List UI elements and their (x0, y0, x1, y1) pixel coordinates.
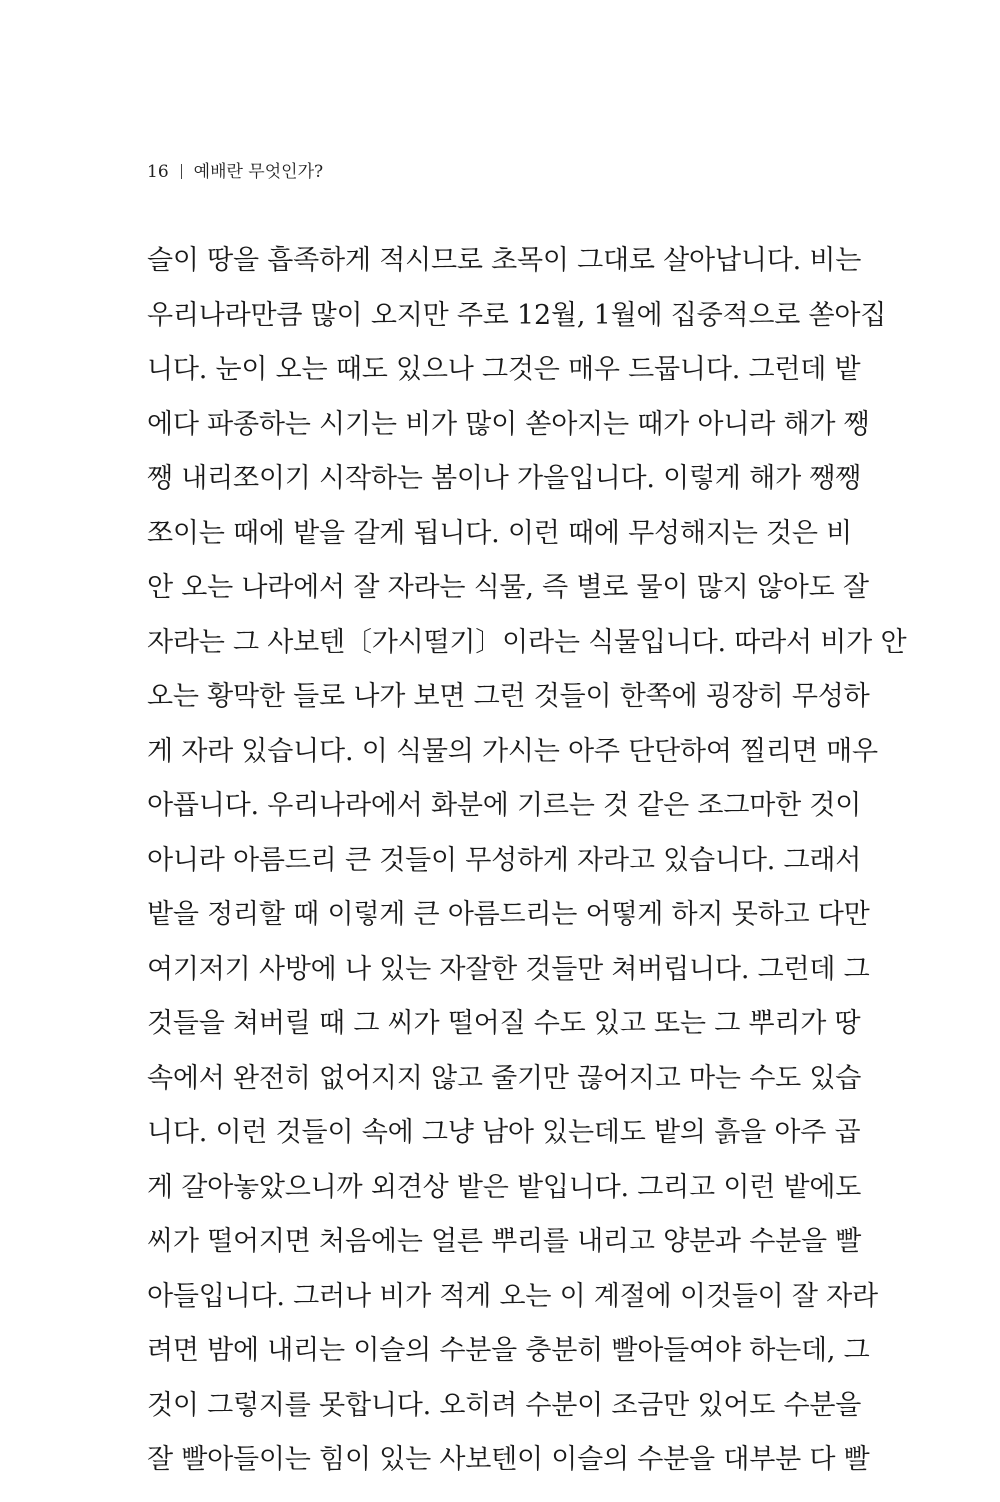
text-line: 속에서 완전히 없어지지 않고 줄기만 끊어지고 마는 수도 있습 (147, 1062, 862, 1094)
header-separator (181, 164, 182, 179)
text-line: 것이 그렇지를 못합니다. 오히려 수분이 조금만 있어도 수분을 (147, 1389, 862, 1421)
text-line: 아들입니다. 그러나 비가 적게 오는 이 계절에 이것들이 잘 자라 (147, 1280, 878, 1312)
text-line: 자라는 그 사보텐〔가시떨기〕이라는 식물입니다. 따라서 비가 안 (147, 626, 907, 658)
chapter-title: 예배란 무엇인가? (193, 162, 324, 182)
text-line: 것들을 쳐버릴 때 그 씨가 떨어질 수도 있고 또는 그 뿌리가 땅 (147, 1008, 861, 1039)
text-line: 씨가 떨어지면 처음에는 얼른 뿌리를 내리고 양분과 수분을 빨 (147, 1226, 862, 1257)
page-number: 16 (147, 162, 169, 182)
text-line: 쪼이는 때에 밭을 갈게 됩니다. 이런 때에 무성해지는 것은 비 (147, 517, 852, 549)
text-line: 안 오는 나라에서 잘 자라는 식물, 즉 별로 물이 많지 않아도 잘 (147, 572, 869, 603)
text-line: 게 자라 있습니다. 이 식물의 가시는 아주 단단하여 찔리면 매우 (147, 735, 878, 767)
text-line: 우리나라만큼 많이 오지만 주로 12월, 1월에 집중적으로 쏟아집 (147, 299, 887, 331)
text-line: 아니라 아름드리 큰 것들이 무성하게 자라고 있습니다. 그래서 (147, 844, 862, 876)
text-line: 슬이 땅을 흡족하게 적시므로 초목이 그대로 살아납니다. 비는 (147, 245, 862, 276)
text-line: 아픕니다. 우리나라에서 화분에 기르는 것 같은 조그마한 것이 (147, 790, 862, 821)
text-line: 니다. 이런 것들이 속에 그냥 남아 있는데도 밭의 흙을 아주 곱 (147, 1117, 861, 1148)
text-line: 쨍 내리쪼이기 시작하는 봄이나 가을입니다. 이렇게 해가 쨍쨍 (147, 463, 862, 494)
text-line: 에다 파종하는 시기는 비가 많이 쏟아지는 때가 아니라 해가 쨍 (147, 408, 870, 440)
text-line: 게 갈아놓았으니까 외견상 밭은 밭입니다. 그리고 이런 밭에도 (147, 1171, 862, 1203)
text-line: 여기저기 사방에 나 있는 자잘한 것들만 쳐버립니다. 그런데 그 (147, 953, 870, 985)
text-line: 잘 빨아들이는 힘이 있는 사보텐이 이슬의 수분을 대부분 다 빨 (147, 1444, 870, 1475)
running-header (147, 160, 323, 184)
body-text (147, 238, 907, 1492)
text-line: 니다. 눈이 오는 때도 있으나 그것은 매우 드뭅니다. 그런데 밭 (147, 354, 861, 385)
text-line: 오는 황막한 들로 나가 보면 그런 것들이 한쪽에 굉장히 무성하 (147, 681, 870, 712)
text-line: 밭을 정리할 때 이렇게 큰 아름드리는 어떻게 하지 못하고 다만 (147, 899, 870, 930)
text-line: 려면 밤에 내리는 이슬의 수분을 충분히 빨아들여야 하는데, 그 (147, 1335, 870, 1366)
